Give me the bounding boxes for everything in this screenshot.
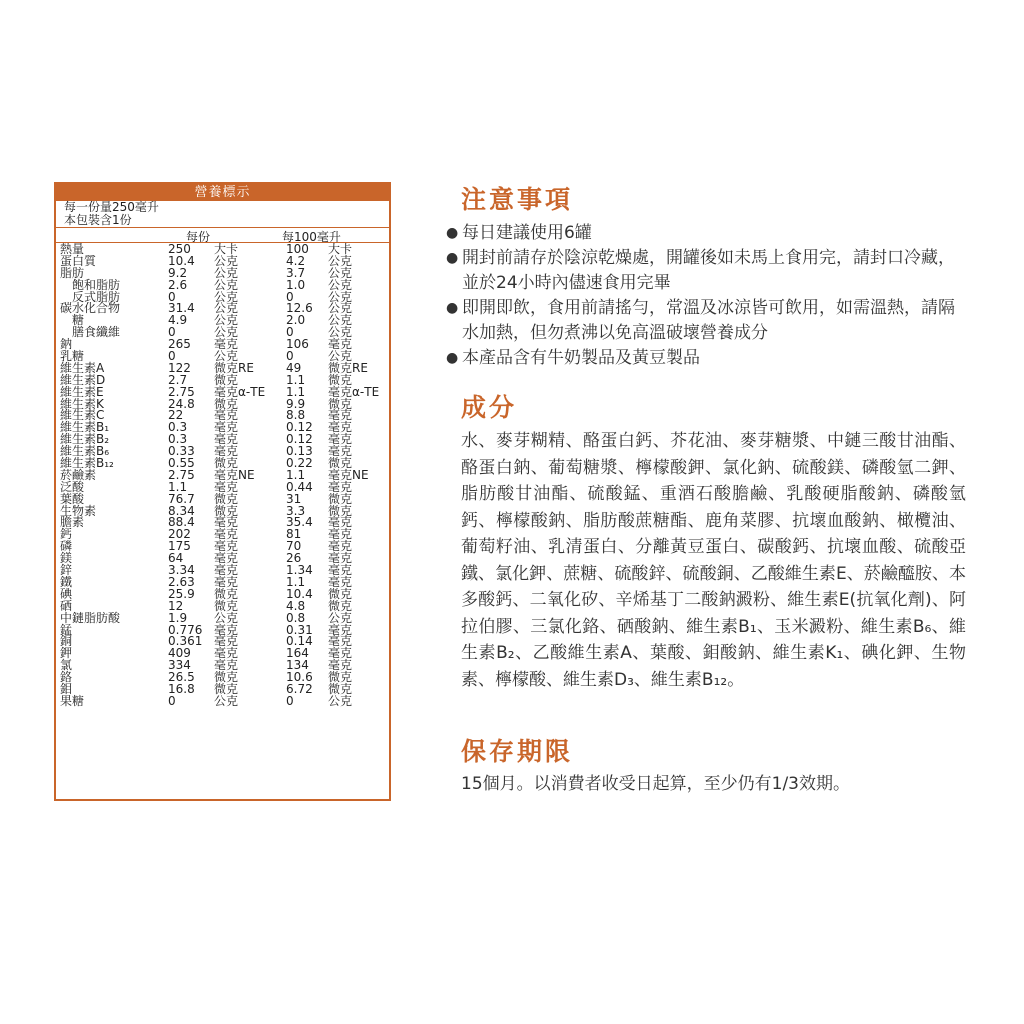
nutrition-item: 碳水化合物 — [60, 301, 121, 316]
nutrition-v2: 49 — [286, 360, 302, 375]
nutrition-v1: 0.3 — [168, 420, 188, 435]
nutrition-item: 生物素 — [60, 503, 97, 518]
nutrition-v2: 0.31 — [286, 622, 313, 637]
nutrition-v2: 0 — [286, 325, 294, 340]
nutrition-v2: 0.22 — [286, 456, 313, 471]
bullet-icon: ● — [446, 225, 459, 241]
nutrition-u1: 公克 — [214, 277, 239, 292]
column-headers — [56, 228, 389, 242]
nutrition-u2: 毫克 — [328, 337, 353, 352]
nutrition-v2: 134 — [286, 658, 309, 673]
nutrition-u1: 毫克 — [214, 658, 239, 673]
nutrition-v1: 202 — [168, 527, 191, 542]
nutrition-v1: 0 — [168, 325, 176, 340]
nutrition-item: 氯 — [60, 658, 73, 673]
servings-per-package: 本包裝含1份 — [64, 213, 132, 227]
nutrition-item: 維生素E — [60, 384, 104, 399]
nutrition-u2: 公克 — [328, 301, 353, 316]
nutrition-u1: 微克 — [214, 491, 239, 506]
nutrition-row — [56, 279, 389, 291]
nutrition-v2: 1.1 — [286, 384, 306, 399]
nutrition-u1: 毫克 — [214, 479, 239, 494]
bullet-icon: ● — [446, 300, 459, 316]
note-item — [446, 246, 966, 296]
nutrition-u2: 公克 — [328, 253, 353, 268]
nutrition-item: 泛酸 — [60, 479, 85, 494]
bullet-icon: ● — [446, 350, 459, 366]
ingredients-text: 水、麥芽糊精、酪蛋白鈣、芥花油、麥芽糖漿、中鏈三酸甘油酯、酪蛋白鈉、葡萄糖漿、檸檬酸鉀、氯化鈉、硫酸鎂、磷酸氫二鉀、脂肪酸甘油酯、硫酸錳、重酒石酸膽鹼、乳酸硬脂酸鈉、磷酸氫鈣、檸檬酸鈉、脂肪酸蔗糖酯、鹿角菜膠、抗壞血酸鈉、橄欖油、葡萄籽油、乳清蛋白、分離黃豆蛋白、碳酸鈣、抗壞血酸、硫酸亞鐵、氯化鉀、蔗糖、硫酸鋅、硫酸銅、乙酸維生素E、菸鹼醯胺、本多酸鈣、二氧化矽、辛烯基丁二酸鈉澱粉、維生素E(抗氧化劑)、阿拉伯膠、三氯化鉻、硒酸鈉、維生素B₁、玉米澱粉、維生素B₆、維生素B₂、乙酸維生素A、葉酸、鉬酸鈉、維生素K₁、碘化鉀、生物素、檸檬酸、維生素D₃、維生素B₁₂。 — [461, 431, 966, 690]
nutrition-u2: 大卡 — [328, 242, 353, 256]
nutrition-item: 維生素B₂ — [60, 432, 110, 447]
nutrition-v1: 2.63 — [168, 574, 195, 589]
nutrition-u1: 毫克NE — [214, 467, 255, 482]
nutrition-item: 反式脂肪 — [60, 289, 121, 304]
note-item — [446, 221, 966, 246]
nutrition-v2: 31 — [286, 491, 302, 506]
nutrition-u2: 公克 — [328, 610, 353, 625]
note-item — [446, 296, 966, 346]
nutrition-row — [56, 267, 389, 279]
nutrition-u1: 毫克 — [214, 563, 239, 578]
nutrition-item: 維生素K — [60, 396, 104, 411]
nutrition-u2: 公克 — [328, 289, 353, 304]
nutrition-u2: 公克 — [328, 277, 353, 292]
nutrition-u1: 毫克 — [214, 527, 239, 542]
nutrition-item: 碘 — [60, 586, 73, 601]
note-item — [446, 346, 966, 371]
nutrition-u2: 微克 — [328, 396, 353, 411]
serving-size: 每一份量250毫升 — [64, 200, 159, 214]
nutrition-label — [54, 182, 391, 801]
nutrition-v2: 0.12 — [286, 432, 313, 447]
nutrition-u2: 微克 — [328, 503, 353, 518]
nutrition-v2: 35.4 — [286, 515, 313, 530]
nutrition-u1: 毫克 — [214, 444, 239, 459]
ingredients-title: 成分 — [461, 393, 518, 422]
nutrition-u2: 毫克 — [328, 539, 353, 554]
nutrition-v1: 8.34 — [168, 503, 195, 518]
nutrition-u2: 毫克 — [328, 444, 353, 459]
nutrition-u2: 毫克 — [328, 432, 353, 447]
nutrition-item: 維生素B₁₂ — [60, 456, 114, 471]
nutrition-v2: 0.8 — [286, 610, 306, 625]
nutrition-item: 鋅 — [60, 563, 73, 578]
nutrition-u1: 微克 — [214, 456, 239, 471]
nutrition-u2: 毫克α-TE — [328, 384, 380, 399]
nutrition-u2: 毫克 — [328, 574, 353, 589]
nutrition-u2: 毫克NE — [328, 467, 369, 482]
nutrition-v2: 70 — [286, 539, 302, 554]
nutrition-u2: 毫克 — [328, 527, 353, 542]
nutrition-v2: 0 — [286, 349, 294, 364]
nutrition-v2: 3.7 — [286, 265, 306, 280]
nutrition-u1: 毫克 — [214, 539, 239, 554]
shelf-life-title: 保存期限 — [461, 737, 574, 766]
nutrition-v2: 1.0 — [286, 277, 306, 292]
nutrition-v2: 0.14 — [286, 634, 313, 649]
nutrition-v1: 2.6 — [168, 277, 188, 292]
nutrition-u2: 毫克 — [328, 551, 353, 566]
nutrition-item: 維生素B₁ — [60, 420, 110, 435]
nutrition-v1: 0.361 — [168, 634, 203, 649]
nutrition-u2: 毫克 — [328, 408, 353, 423]
nutrition-item: 中鏈脂肪酸 — [60, 610, 121, 625]
shelf-life-text: 15個月。以消費者收受日起算，至少仍有1/3效期。 — [461, 774, 850, 794]
nutrition-u1: 毫克 — [214, 634, 239, 649]
nutrition-item: 蛋白質 — [60, 253, 97, 268]
nutrition-item: 維生素B₆ — [60, 444, 110, 459]
nutrition-u2: 微克 — [328, 670, 353, 685]
nutrition-item: 維生素C — [60, 408, 105, 423]
nutrition-u1: 毫克 — [214, 622, 239, 637]
nutrition-u2: 微克 — [328, 586, 353, 601]
nutrition-v2: 9.9 — [286, 396, 306, 411]
nutrition-u1: 公克 — [214, 693, 239, 708]
nutrition-u1: 公克 — [214, 289, 239, 304]
nutrition-u1: 微克 — [214, 681, 239, 696]
nutrition-v2: 0 — [286, 289, 294, 304]
nutrition-item: 鎂 — [60, 551, 73, 566]
note-text: 本產品含有牛奶製品及黃豆製品 — [462, 348, 700, 368]
nutrition-v2: 81 — [286, 527, 302, 542]
nutrition-v1: 3.34 — [168, 563, 195, 578]
nutrition-u1: 微克 — [214, 503, 239, 518]
nutrition-u1: 大卡 — [214, 242, 239, 256]
nutrition-u2: 微克RE — [328, 360, 368, 375]
nutrition-u1: 毫克 — [214, 420, 239, 435]
nutrition-u1: 毫克 — [214, 515, 239, 530]
nutrition-row — [56, 588, 389, 600]
note-text: 開封前請存於陰涼乾燥處，開罐後如未馬上食用完，請封口冷藏，並於24小時內儘速食用完畢 — [462, 248, 955, 293]
nutrition-v2: 26 — [286, 551, 302, 566]
nutrition-v1: 26.5 — [168, 670, 195, 685]
nutrition-u1: 公克 — [214, 313, 239, 328]
nutrition-v1: 22 — [168, 408, 184, 423]
nutrition-item: 膳食纖維 — [60, 325, 121, 340]
nutrition-item: 磷 — [60, 539, 73, 554]
nutrition-u1: 公克 — [214, 253, 239, 268]
nutrition-u2: 毫克 — [328, 515, 353, 530]
nutrition-u1: 毫克 — [214, 574, 239, 589]
nutrition-v2: 6.72 — [286, 681, 313, 696]
nutrition-v1: 24.8 — [168, 396, 195, 411]
nutrition-u2: 公克 — [328, 693, 353, 708]
nutrition-v1: 0.33 — [168, 444, 195, 459]
nutrition-v2: 12.6 — [286, 301, 313, 316]
nutrition-v2: 1.1 — [286, 467, 306, 482]
nutrition-item: 熱量 — [60, 242, 85, 256]
nutrition-u1: 微克 — [214, 372, 239, 387]
nutrition-v2: 0 — [286, 693, 294, 708]
notes-title: 注意事項 — [461, 185, 574, 214]
nutrition-v1: 2.75 — [168, 467, 195, 482]
notes-list — [446, 221, 966, 371]
nutrition-v1: 12 — [168, 598, 184, 613]
nutrition-v2: 0.44 — [286, 479, 313, 494]
nutrition-u2: 毫克 — [328, 420, 353, 435]
nutrition-title: 營養標示 — [56, 184, 389, 201]
nutrition-row — [56, 386, 389, 398]
nutrition-u1: 公克 — [214, 265, 239, 280]
nutrition-row — [56, 255, 389, 267]
nutrition-item: 飽和脂肪 — [60, 277, 121, 292]
nutrition-v1: 25.9 — [168, 586, 195, 601]
nutrition-v1: 2.75 — [168, 384, 195, 399]
nutrition-u2: 毫克 — [328, 658, 353, 673]
nutrition-item: 維生素D — [60, 372, 106, 387]
nutrition-item: 鉬 — [60, 681, 73, 696]
nutrition-v2: 3.3 — [286, 503, 306, 518]
nutrition-row — [56, 612, 389, 624]
nutrition-u2: 公克 — [328, 325, 353, 340]
nutrition-u1: 毫克 — [214, 432, 239, 447]
nutrition-v2: 106 — [286, 337, 309, 352]
nutrition-u2: 毫克 — [328, 563, 353, 578]
nutrition-u1: 公克 — [214, 349, 239, 364]
nutrition-v2: 0.13 — [286, 444, 313, 459]
nutrition-u1: 微克 — [214, 598, 239, 613]
nutrition-u2: 公克 — [328, 313, 353, 328]
nutrition-v2: 10.6 — [286, 670, 313, 685]
nutrition-u2: 毫克 — [328, 622, 353, 637]
nutrition-v2: 1.34 — [286, 563, 313, 578]
nutrition-row — [56, 493, 389, 505]
nutrition-u2: 微克 — [328, 598, 353, 613]
nutrition-v1: 31.4 — [168, 301, 195, 316]
nutrition-v1: 4.9 — [168, 313, 188, 328]
nutrition-item: 果糖 — [60, 693, 85, 708]
nutrition-v1: 64 — [168, 551, 184, 566]
nutrition-v2: 164 — [286, 646, 309, 661]
nutrition-u2: 毫克 — [328, 634, 353, 649]
nutrition-v1: 0.55 — [168, 456, 195, 471]
note-text: 即開即飲，食用前請搖勻，常溫及冰涼皆可飲用，如需溫熱，請隔水加熱，但勿煮沸以免高溫破壞營養成分 — [462, 298, 955, 343]
nutrition-u2: 公克 — [328, 349, 353, 364]
nutrition-u2: 毫克 — [328, 479, 353, 494]
nutrition-u1: 公克 — [214, 325, 239, 340]
nutrition-v1: 9.2 — [168, 265, 188, 280]
nutrition-item: 鉻 — [60, 670, 73, 685]
nutrition-item: 菸鹼素 — [60, 467, 97, 482]
nutrition-item: 鈣 — [60, 527, 73, 542]
nutrition-item: 維生素A — [60, 360, 105, 375]
nutrition-v2: 8.8 — [286, 408, 306, 423]
nutrition-v2: 1.1 — [286, 574, 306, 589]
nutrition-v2: 0.12 — [286, 420, 313, 435]
nutrition-v2: 4.2 — [286, 253, 306, 268]
nutrition-u2: 微克 — [328, 372, 353, 387]
nutrition-row — [56, 374, 389, 386]
nutrition-v1: 88.4 — [168, 515, 195, 530]
nutrition-v1: 1.9 — [168, 610, 188, 625]
nutrition-v1: 0 — [168, 349, 176, 364]
nutrition-item: 膽素 — [60, 515, 85, 530]
bullet-icon: ● — [446, 250, 459, 266]
nutrition-u1: 微克 — [214, 396, 239, 411]
col-per-100ml: 每100毫升 — [282, 230, 341, 244]
nutrition-v1: 265 — [168, 337, 191, 352]
nutrition-row — [56, 695, 389, 707]
nutrition-item: 錳 — [60, 622, 73, 637]
nutrition-u1: 毫克 — [214, 408, 239, 423]
nutrition-v2: 2.0 — [286, 313, 306, 328]
nutrition-v1: 0 — [168, 289, 176, 304]
nutrition-v1: 16.8 — [168, 681, 195, 696]
nutrition-v2: 10.4 — [286, 586, 313, 601]
nutrition-u1: 毫克α-TE — [214, 384, 266, 399]
nutrition-row — [56, 600, 389, 612]
nutrition-u2: 微克 — [328, 456, 353, 471]
nutrition-u2: 微克 — [328, 491, 353, 506]
nutrition-item: 鈉 — [60, 337, 73, 352]
nutrition-v1: 0.3 — [168, 432, 188, 447]
nutrition-v1: 1.1 — [168, 479, 188, 494]
nutrition-v1: 175 — [168, 539, 191, 554]
col-per-serving: 每份 — [186, 230, 211, 244]
nutrition-item: 糖 — [60, 313, 85, 328]
nutrition-v2: 100 — [286, 242, 309, 256]
note-text: 每日建議使用6罐 — [462, 223, 592, 243]
nutrition-u2: 微克 — [328, 681, 353, 696]
nutrition-item: 銅 — [60, 634, 73, 649]
nutrition-item: 鐵 — [60, 574, 73, 589]
nutrition-u2: 公克 — [328, 265, 353, 280]
nutrition-v1: 122 — [168, 360, 191, 375]
nutrition-u1: 公克 — [214, 301, 239, 316]
nutrition-v1: 250 — [168, 242, 191, 256]
nutrition-v1: 409 — [168, 646, 191, 661]
nutrition-u2: 毫克 — [328, 646, 353, 661]
nutrition-v1: 76.7 — [168, 491, 195, 506]
nutrition-item: 硒 — [60, 598, 73, 613]
nutrition-v1: 0 — [168, 693, 176, 708]
nutrition-u1: 微克RE — [214, 360, 254, 375]
nutrition-item: 葉酸 — [60, 491, 85, 506]
nutrition-u1: 毫克 — [214, 646, 239, 661]
nutrition-u1: 微克 — [214, 586, 239, 601]
nutrition-rows — [56, 243, 389, 707]
nutrition-u1: 公克 — [214, 610, 239, 625]
nutrition-item: 乳糖 — [60, 349, 85, 364]
nutrition-u1: 毫克 — [214, 551, 239, 566]
nutrition-v2: 1.1 — [286, 372, 306, 387]
nutrition-v1: 334 — [168, 658, 191, 673]
nutrition-item: 脂肪 — [60, 265, 85, 280]
nutrition-u1: 微克 — [214, 670, 239, 685]
nutrition-row — [56, 481, 389, 493]
nutrition-v1: 2.7 — [168, 372, 188, 387]
nutrition-item: 鉀 — [60, 646, 73, 661]
nutrition-v1: 10.4 — [168, 253, 195, 268]
nutrition-v1: 0.776 — [168, 622, 203, 637]
nutrition-u1: 毫克 — [214, 337, 239, 352]
nutrition-row — [56, 362, 389, 374]
nutrition-v2: 4.8 — [286, 598, 306, 613]
